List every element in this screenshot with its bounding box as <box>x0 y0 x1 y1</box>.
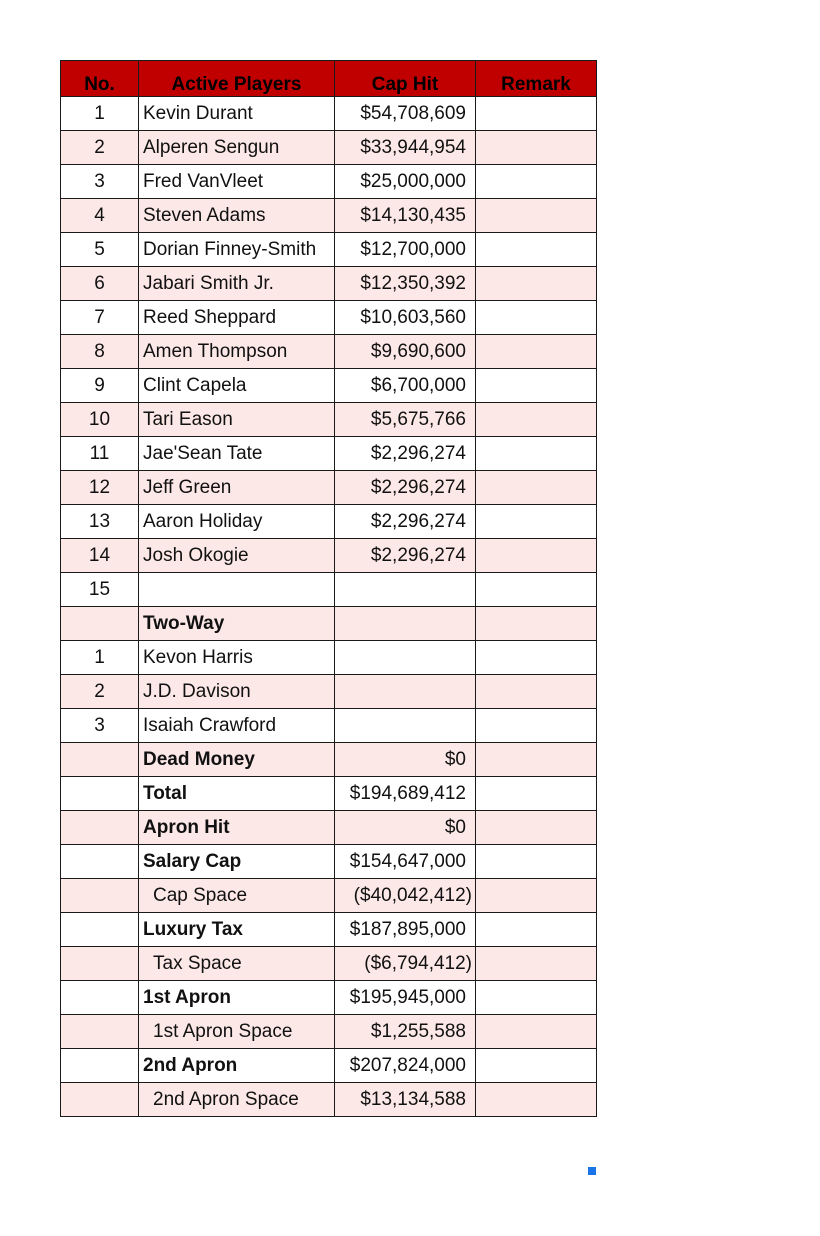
cell-remark[interactable] <box>476 845 597 879</box>
cell-cap-hit[interactable] <box>335 709 476 743</box>
cell-remark[interactable] <box>476 981 597 1015</box>
cell-remark[interactable] <box>476 267 597 301</box>
table-row <box>61 641 597 675</box>
table-row <box>61 709 597 743</box>
cell-cap-hit[interactable]: $154,647,000 <box>335 845 476 879</box>
table-row <box>61 947 597 981</box>
cell-no[interactable] <box>61 1015 139 1049</box>
cell-remark[interactable] <box>476 131 597 165</box>
cell-no[interactable]: 7 <box>61 301 139 335</box>
cell-player[interactable]: 1st Apron <box>139 981 335 1015</box>
table-row <box>61 675 597 709</box>
cell-player[interactable]: Jae'Sean Tate <box>139 437 335 471</box>
cell-remark[interactable] <box>476 709 597 743</box>
cell-player[interactable]: J.D. Davison <box>139 675 335 709</box>
table-row <box>61 403 597 437</box>
cell-cap-hit[interactable]: $2,296,274 <box>335 505 476 539</box>
cell-remark[interactable] <box>476 913 597 947</box>
cell-player[interactable]: Kevin Durant <box>139 97 335 131</box>
cell-remark[interactable] <box>476 97 597 131</box>
cell-remark[interactable] <box>476 199 597 233</box>
table-row <box>61 777 597 811</box>
cell-remark[interactable] <box>476 1015 597 1049</box>
cell-cap-hit[interactable]: $54,708,609 <box>335 97 476 131</box>
cell-remark[interactable] <box>476 301 597 335</box>
cell-remark[interactable] <box>476 573 597 607</box>
cell-remark[interactable] <box>476 777 597 811</box>
table-row <box>61 743 597 777</box>
table-row <box>61 267 597 301</box>
cell-player[interactable] <box>139 573 335 607</box>
cell-cap-hit[interactable]: ($40,042,412) <box>335 879 476 913</box>
header-active-players[interactable]: Active Players <box>139 61 335 97</box>
table-row <box>61 505 597 539</box>
cell-no[interactable]: 11 <box>61 437 139 471</box>
table-row <box>61 369 597 403</box>
cell-no[interactable]: 9 <box>61 369 139 403</box>
cell-cap-hit[interactable]: $5,675,766 <box>335 403 476 437</box>
header-cap-hit[interactable]: Cap Hit <box>335 61 476 97</box>
table-row <box>61 811 597 845</box>
cell-cap-hit[interactable] <box>335 641 476 675</box>
table-row <box>61 913 597 947</box>
cell-remark[interactable] <box>476 335 597 369</box>
cell-cap-hit[interactable]: $0 <box>335 811 476 845</box>
cell-remark[interactable] <box>476 471 597 505</box>
cell-player[interactable]: Dead Money <box>139 743 335 777</box>
cell-player[interactable]: Kevon Harris <box>139 641 335 675</box>
cell-no[interactable]: 10 <box>61 403 139 437</box>
cell-remark[interactable] <box>476 811 597 845</box>
cell-no[interactable]: 3 <box>61 709 139 743</box>
table-row <box>61 97 597 131</box>
cell-no[interactable]: 5 <box>61 233 139 267</box>
cell-player[interactable]: Alperen Sengun <box>139 131 335 165</box>
cell-no[interactable] <box>61 947 139 981</box>
cell-remark[interactable] <box>476 233 597 267</box>
cell-no[interactable]: 8 <box>61 335 139 369</box>
table-row <box>61 301 597 335</box>
cell-cap-hit[interactable]: $195,945,000 <box>335 981 476 1015</box>
cell-player[interactable]: Dorian Finney-Smith <box>139 233 335 267</box>
cell-player[interactable]: Two-Way <box>139 607 335 641</box>
cell-cap-hit[interactable]: $9,690,600 <box>335 335 476 369</box>
cell-cap-hit[interactable] <box>335 607 476 641</box>
cell-player[interactable]: Amen Thompson <box>139 335 335 369</box>
cell-remark[interactable] <box>476 879 597 913</box>
cell-remark[interactable] <box>476 743 597 777</box>
cell-player[interactable]: Apron Hit <box>139 811 335 845</box>
cell-player[interactable]: Aaron Holiday <box>139 505 335 539</box>
cell-player[interactable]: Jabari Smith Jr. <box>139 267 335 301</box>
selection-fill-handle[interactable] <box>588 1167 596 1175</box>
cell-player[interactable]: Cap Space <box>139 879 335 913</box>
cell-remark[interactable] <box>476 641 597 675</box>
cell-remark[interactable] <box>476 505 597 539</box>
cell-no[interactable] <box>61 1049 139 1083</box>
cell-remark[interactable] <box>476 1083 597 1117</box>
cell-no[interactable]: 6 <box>61 267 139 301</box>
cell-cap-hit[interactable]: $1,255,588 <box>335 1015 476 1049</box>
cell-player[interactable]: Reed Sheppard <box>139 301 335 335</box>
table-row <box>61 1083 597 1117</box>
cell-remark[interactable] <box>476 437 597 471</box>
cell-cap-hit[interactable]: $6,700,000 <box>335 369 476 403</box>
header-remark[interactable]: Remark <box>476 61 597 97</box>
cell-player[interactable]: Fred VanVleet <box>139 165 335 199</box>
cell-no[interactable] <box>61 1083 139 1117</box>
cell-player[interactable]: Josh Okogie <box>139 539 335 573</box>
cell-cap-hit[interactable]: $13,134,588 <box>335 1083 476 1117</box>
cell-cap-hit[interactable]: ($6,794,412) <box>335 947 476 981</box>
cell-cap-hit[interactable]: $14,130,435 <box>335 199 476 233</box>
cell-no[interactable]: 2 <box>61 675 139 709</box>
cell-player[interactable]: Tax Space <box>139 947 335 981</box>
cell-player[interactable]: Tari Eason <box>139 403 335 437</box>
cell-remark[interactable] <box>476 539 597 573</box>
cell-cap-hit[interactable]: $207,824,000 <box>335 1049 476 1083</box>
table-row <box>61 607 597 641</box>
cell-no[interactable] <box>61 845 139 879</box>
cell-remark[interactable] <box>476 165 597 199</box>
table-row <box>61 981 597 1015</box>
cap-sheet-table <box>60 60 597 1117</box>
cell-remark[interactable] <box>476 947 597 981</box>
table-row <box>61 573 597 607</box>
cell-cap-hit[interactable] <box>335 573 476 607</box>
cell-remark[interactable] <box>476 1049 597 1083</box>
cell-player[interactable]: Jeff Green <box>139 471 335 505</box>
table-row <box>61 1015 597 1049</box>
header-row <box>61 61 597 97</box>
cell-no[interactable]: 3 <box>61 165 139 199</box>
cell-remark[interactable] <box>476 675 597 709</box>
table-row <box>61 233 597 267</box>
cell-player[interactable]: Clint Capela <box>139 369 335 403</box>
cell-cap-hit[interactable] <box>335 675 476 709</box>
cell-no[interactable]: 1 <box>61 97 139 131</box>
cell-no[interactable] <box>61 743 139 777</box>
cell-player[interactable]: Total <box>139 777 335 811</box>
cell-no[interactable] <box>61 607 139 641</box>
cell-player[interactable]: Luxury Tax <box>139 913 335 947</box>
cell-no[interactable] <box>61 879 139 913</box>
cell-cap-hit[interactable]: $2,296,274 <box>335 471 476 505</box>
cell-no[interactable] <box>61 913 139 947</box>
cell-cap-hit[interactable]: $0 <box>335 743 476 777</box>
cell-player[interactable]: Salary Cap <box>139 845 335 879</box>
cell-no[interactable]: 13 <box>61 505 139 539</box>
cell-cap-hit[interactable]: $12,700,000 <box>335 233 476 267</box>
cell-cap-hit[interactable]: $12,350,392 <box>335 267 476 301</box>
cell-player[interactable]: Isaiah Crawford <box>139 709 335 743</box>
header-no[interactable]: No. <box>61 61 139 97</box>
cell-no[interactable]: 14 <box>61 539 139 573</box>
table-row <box>61 199 597 233</box>
table-row <box>61 879 597 913</box>
cell-no[interactable]: 15 <box>61 573 139 607</box>
cell-player[interactable]: 2nd Apron <box>139 1049 335 1083</box>
cell-cap-hit[interactable]: $25,000,000 <box>335 165 476 199</box>
cell-no[interactable]: 4 <box>61 199 139 233</box>
cell-player[interactable]: 2nd Apron Space <box>139 1083 335 1117</box>
table-row <box>61 437 597 471</box>
cell-cap-hit[interactable]: $2,296,274 <box>335 539 476 573</box>
cell-remark[interactable] <box>476 607 597 641</box>
cell-no[interactable] <box>61 811 139 845</box>
cell-no[interactable] <box>61 777 139 811</box>
table-row <box>61 165 597 199</box>
table-row <box>61 335 597 369</box>
cell-cap-hit[interactable]: $33,944,954 <box>335 131 476 165</box>
cell-player[interactable]: Steven Adams <box>139 199 335 233</box>
cell-remark[interactable] <box>476 369 597 403</box>
cell-cap-hit[interactable]: $10,603,560 <box>335 301 476 335</box>
cell-cap-hit[interactable]: $187,895,000 <box>335 913 476 947</box>
cell-no[interactable]: 2 <box>61 131 139 165</box>
cell-cap-hit[interactable]: $2,296,274 <box>335 437 476 471</box>
table-row <box>61 471 597 505</box>
cell-cap-hit[interactable]: $194,689,412 <box>335 777 476 811</box>
cell-remark[interactable] <box>476 403 597 437</box>
table-row <box>61 131 597 165</box>
table-row <box>61 1049 597 1083</box>
table-row <box>61 845 597 879</box>
table-row <box>61 539 597 573</box>
cell-no[interactable]: 1 <box>61 641 139 675</box>
cell-no[interactable] <box>61 981 139 1015</box>
cell-no[interactable]: 12 <box>61 471 139 505</box>
cell-player[interactable]: 1st Apron Space <box>139 1015 335 1049</box>
